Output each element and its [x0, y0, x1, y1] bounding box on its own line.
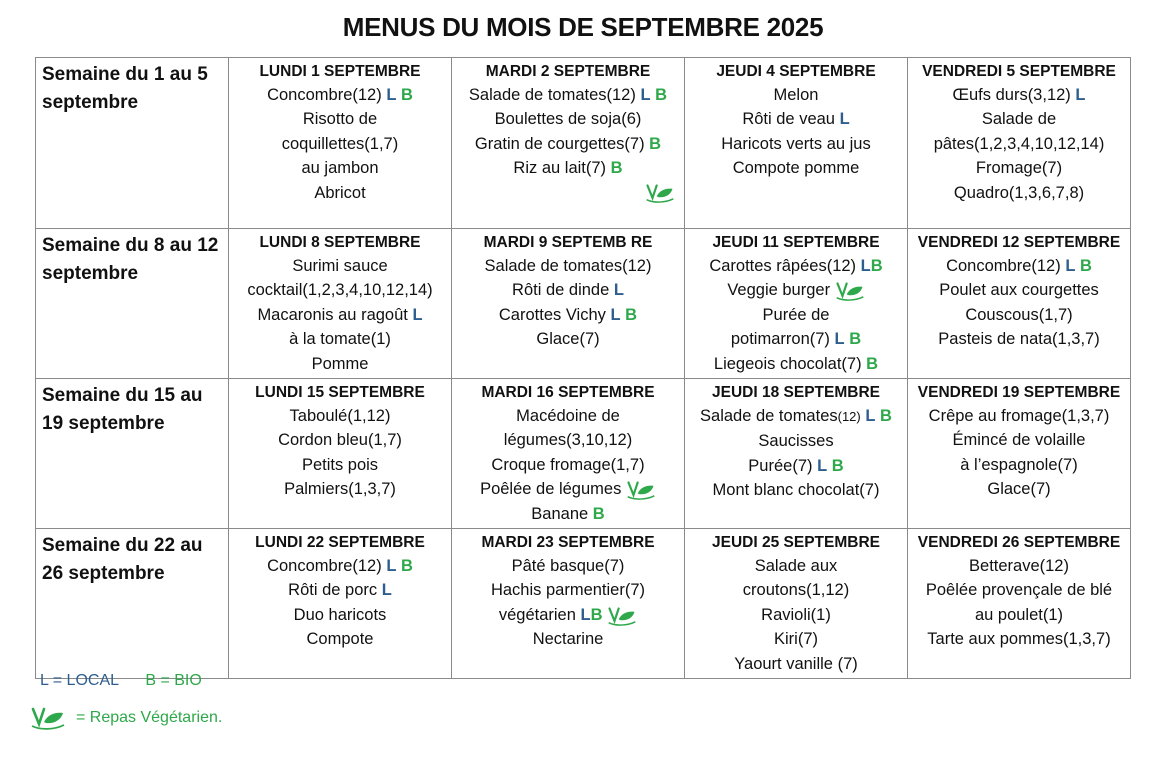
menu-item-text: Salade de tomates — [700, 407, 838, 426]
legend-veg-label: = Repas Végétarien. — [76, 709, 223, 727]
menu-item-text: Compote — [306, 630, 374, 649]
menu-item — [455, 404, 681, 428]
menu-item — [688, 603, 904, 627]
vegetarian-marker — [455, 181, 681, 203]
menu-item — [688, 254, 904, 278]
week-row — [36, 379, 1131, 529]
menu-item — [688, 429, 904, 453]
menu-item-text: Betterave(12) — [969, 557, 1069, 576]
day-header: MARDI 16 SEPTEMBRE — [481, 384, 655, 402]
local-tag: L — [381, 581, 392, 600]
local-tag: L — [1075, 86, 1086, 104]
menu-item — [911, 453, 1127, 477]
menu-item — [911, 83, 1127, 107]
menu-item — [688, 578, 904, 602]
menu-item — [688, 478, 904, 502]
menu-item — [911, 254, 1127, 278]
day-cell — [908, 529, 1131, 679]
menu-item — [911, 477, 1127, 501]
day-cell — [685, 229, 908, 379]
menu-item-text: Tarte aux pommes(1,3,7) — [927, 630, 1111, 649]
bio-tag: B — [592, 504, 605, 523]
menu-item — [455, 453, 681, 477]
menu-item-text: Glace(7) — [987, 480, 1051, 499]
menu-item-text: Émincé de volaille — [952, 431, 1086, 450]
menu-item-text: Liegeois chocolat(7) — [713, 354, 862, 373]
day-cell — [229, 379, 452, 529]
menu-item — [455, 477, 681, 501]
bio-tag: B — [610, 159, 623, 178]
legend-tags — [40, 672, 202, 690]
day-cell — [908, 58, 1131, 229]
menu-item-text: Purée de — [762, 305, 830, 324]
menu-item-text: Carottes râpées(12) — [709, 257, 857, 275]
menu-item-text: Petits pois — [301, 455, 379, 474]
menu-item-text: Haricots verts au jus — [721, 134, 871, 153]
page-title: MENUS DU MOIS DE SEPTEMBRE 2025 — [342, 12, 824, 42]
week-row — [36, 58, 1131, 229]
menu-item-text: Fromage(7) — [975, 159, 1063, 178]
day-header: VENDREDI 5 SEPTEMBRE — [922, 63, 1116, 80]
bio-tag: B — [625, 305, 638, 324]
menu-item — [232, 578, 448, 602]
menu-item-text: croutons(1,12) — [742, 581, 850, 600]
menu-item — [232, 83, 448, 107]
menu-item — [232, 278, 448, 302]
menu-item-text: Pâté basque(7) — [511, 557, 625, 576]
menu-item — [455, 502, 681, 526]
menu-item — [232, 603, 448, 627]
menu-item-text: Concombre(12) — [267, 86, 382, 104]
menu-item — [911, 132, 1127, 156]
day-cell — [229, 229, 452, 379]
local-tag: L — [839, 110, 850, 129]
menu-item-text: Risotto de — [302, 110, 378, 129]
menu-item — [232, 156, 448, 180]
bio-tag: B — [401, 557, 413, 576]
menu-item — [232, 352, 448, 376]
local-tag: L — [834, 330, 845, 349]
day-header: JEUDI 11 SEPTEMBRE — [712, 234, 880, 251]
day-header: LUNDI 1 SEPTEMBRE — [259, 63, 421, 80]
week-label: Semaine du 15 au 19 septembre — [36, 379, 229, 529]
menu-item — [455, 156, 681, 180]
menu-item-text: Concombre(12) — [267, 557, 382, 576]
menu-item-text: potimarron(7) — [730, 330, 830, 349]
menu-item-text: Boulettes de soja(6) — [494, 110, 642, 129]
menu-item — [911, 278, 1127, 302]
menu-item — [232, 132, 448, 156]
menu-item-text: Nectarine — [532, 630, 604, 649]
menu-item — [688, 107, 904, 131]
day-header: VENDREDI 12 SEPTEMBRE — [917, 234, 1121, 251]
menu-item-text: Poulet aux courgettes — [939, 281, 1099, 300]
local-tag: L — [580, 605, 591, 624]
local-tag: L — [1065, 257, 1076, 275]
menu-item — [455, 327, 681, 351]
menu-item — [455, 627, 681, 651]
local-tag: L — [386, 86, 397, 104]
menu-item — [911, 627, 1127, 651]
menu-item — [232, 327, 448, 351]
menu-item — [232, 554, 448, 578]
menu-item — [688, 352, 904, 376]
leaf-icon — [30, 706, 66, 730]
menu-item-text: Yaourt vanille (7) — [734, 654, 858, 673]
menu-item-text: Taboulé(1,12) — [289, 407, 391, 426]
day-cell — [452, 529, 685, 679]
menu-item — [911, 327, 1127, 351]
day-header: JEUDI 25 SEPTEMBRE — [712, 534, 880, 552]
day-cell — [685, 58, 908, 229]
allergen-code: (12) — [837, 409, 861, 425]
menu-item-text: Rôti de veau — [742, 110, 835, 129]
menu-item-text: cocktail(1,2,3,4,10,12,14) — [247, 281, 433, 300]
menu-item — [688, 278, 904, 302]
day-cell — [229, 529, 452, 679]
day-cell — [908, 379, 1131, 529]
legend-local: L = LOCAL — [40, 672, 119, 689]
local-tag: L — [817, 456, 828, 475]
menu-item-text: Salade aux — [754, 557, 838, 576]
week-label: Semaine du 8 au 12 septembre — [36, 229, 229, 379]
menu-item-text: Surimi sauce — [292, 257, 388, 275]
local-tag: L — [613, 281, 624, 300]
menu-item — [688, 303, 904, 327]
day-header: LUNDI 8 SEPTEMBRE — [259, 234, 421, 251]
local-tag: L — [865, 407, 876, 426]
menu-item-text: Duo haricots — [293, 605, 387, 624]
menu-item-text: Pasteis de nata(1,3,7) — [938, 330, 1100, 349]
bio-tag: B — [1080, 257, 1092, 275]
menu-item-text: Rôti de dinde — [512, 281, 610, 300]
menu-item — [232, 627, 448, 651]
bio-tag: B — [870, 257, 883, 275]
bio-tag: B — [649, 134, 662, 153]
legend-bio: B = BIO — [145, 672, 202, 689]
leaf-icon — [607, 606, 637, 626]
menu-item — [688, 404, 904, 429]
menu-item — [232, 404, 448, 428]
menu-item-text: coquillettes(1,7) — [281, 134, 399, 153]
menu-item — [455, 83, 681, 107]
local-tag: L — [386, 557, 397, 576]
menu-item — [911, 578, 1127, 602]
menu-item-text: à la tomate(1) — [289, 330, 391, 349]
menu-item-text: Melon — [773, 86, 819, 104]
menu-item-text: Macédoine de — [516, 407, 620, 426]
menu-item — [688, 156, 904, 180]
menu-item — [455, 254, 681, 278]
menu-item-text: Poêlée de légumes — [480, 480, 622, 499]
menu-item — [911, 603, 1127, 627]
menu-item-text: Poêlée provençale de blé — [925, 581, 1113, 600]
local-tag: L — [610, 305, 621, 324]
menu-item-text: Abricot — [314, 183, 366, 202]
bio-tag: B — [831, 456, 844, 475]
bio-tag: B — [849, 330, 862, 349]
menu-item — [911, 156, 1127, 180]
day-cell — [685, 529, 908, 679]
menu-item-text: Salade de tomates(12) — [468, 86, 636, 104]
menu-item — [688, 132, 904, 156]
menu-item-text: Macaronis au ragoût — [257, 305, 408, 324]
menu-item-text: Saucisses — [758, 432, 834, 451]
menu-item-text: Croque fromage(1,7) — [491, 455, 645, 474]
menu-item-text: Kiri(7) — [774, 630, 818, 649]
menu-item-text: Concombre(12) — [946, 257, 1061, 275]
menu-item-text: pâtes(1,2,3,4,10,12,14) — [933, 134, 1105, 153]
menu-item — [232, 428, 448, 452]
menu-item-text: Ravioli(1) — [761, 605, 831, 624]
day-header: JEUDI 18 SEPTEMBRE — [712, 384, 880, 402]
bio-tag: B — [866, 354, 879, 373]
week-label: Semaine du 1 au 5 septembre — [36, 58, 229, 229]
menu-item-text: Veggie burger — [727, 281, 831, 300]
menu-item-text: Œufs durs(3,12) — [952, 86, 1071, 104]
day-header: MARDI 9 SEPTEMB RE — [483, 234, 653, 251]
week-label: Semaine du 22 au 26 septembre — [36, 529, 229, 679]
menu-item — [232, 107, 448, 131]
menu-item — [911, 181, 1127, 205]
menu-item — [232, 254, 448, 278]
menu-item-text: Carottes Vichy — [498, 305, 606, 324]
day-cell — [452, 58, 685, 229]
menu-item — [911, 404, 1127, 428]
menu-item — [455, 603, 681, 627]
menu-item-text: Couscous(1,7) — [965, 305, 1073, 324]
day-header: MARDI 2 SEPTEMBRE — [485, 63, 651, 80]
menu-item — [911, 107, 1127, 131]
menu-item-text: Purée(7) — [748, 456, 813, 475]
menu-item — [688, 652, 904, 676]
menu-item — [455, 107, 681, 131]
menu-item — [232, 181, 448, 205]
menu-item-text: Crêpe au fromage(1,3,7) — [928, 407, 1110, 426]
menu-item — [688, 554, 904, 578]
menu-item-text: Compote pomme — [732, 159, 860, 178]
menu-item-text: Salade de — [981, 110, 1057, 129]
day-header: LUNDI 15 SEPTEMBRE — [255, 384, 425, 402]
bio-tag: B — [655, 86, 668, 104]
menu-item — [232, 453, 448, 477]
menu-item — [455, 554, 681, 578]
menu-item-text: au poulet(1) — [974, 605, 1064, 624]
leaf-icon — [835, 281, 865, 301]
menu-item — [688, 627, 904, 651]
week-row — [36, 529, 1131, 679]
menu-item-text: Rôti de porc — [288, 581, 378, 600]
menu-item-text: Pomme — [311, 354, 369, 373]
menu-item-text: au jambon — [301, 159, 379, 178]
day-header: JEUDI 4 SEPTEMBRE — [716, 63, 876, 80]
local-tag: L — [860, 257, 871, 275]
day-cell — [452, 229, 685, 379]
menu-item-text: Salade de tomates(12) — [484, 257, 652, 275]
menu-item-text: Glace(7) — [536, 330, 600, 349]
menu-item — [455, 132, 681, 156]
menu-item — [232, 303, 448, 327]
menu-item — [911, 428, 1127, 452]
menu-item — [455, 278, 681, 302]
menu-item — [455, 303, 681, 327]
local-tag: L — [640, 86, 651, 104]
menu-item-text: Banane — [531, 504, 589, 523]
bio-tag: B — [401, 86, 413, 104]
menu-item-text: Quadro(1,3,6,7,8) — [953, 183, 1085, 202]
menu-item — [455, 578, 681, 602]
day-cell — [229, 58, 452, 229]
menu-item-text: Hachis parmentier(7) — [490, 581, 646, 600]
menu-item — [455, 428, 681, 452]
menu-item-text: légumes(3,10,12) — [503, 431, 633, 450]
day-cell — [685, 379, 908, 529]
menu-item — [232, 477, 448, 501]
local-tag: L — [412, 305, 423, 324]
menu-item — [688, 454, 904, 478]
menu-item — [911, 303, 1127, 327]
menu-item-text: Cordon bleu(1,7) — [278, 431, 402, 450]
menu-item — [688, 327, 904, 351]
day-header: LUNDI 22 SEPTEMBRE — [255, 534, 425, 552]
day-header: MARDI 23 SEPTEMBRE — [481, 534, 655, 552]
bio-tag: B — [880, 407, 892, 426]
bio-tag: B — [590, 605, 603, 624]
leaf-icon — [626, 480, 656, 500]
menu-item-text: Mont blanc chocolat(7) — [712, 481, 880, 500]
leaf-icon — [645, 183, 675, 203]
day-cell — [908, 229, 1131, 379]
menu-item-text: végétarien — [498, 605, 576, 624]
menu-item — [911, 554, 1127, 578]
day-cell — [452, 379, 685, 529]
day-header: VENDREDI 26 SEPTEMBRE — [917, 534, 1121, 552]
day-header: VENDREDI 19 SEPTEMBRE — [917, 384, 1121, 402]
menu-table — [35, 57, 1131, 679]
menu-item-text: Palmiers(1,3,7) — [284, 480, 396, 499]
menu-item-text: Gratin de courgettes(7) — [474, 134, 645, 153]
week-row — [36, 229, 1131, 379]
legend-veg — [30, 706, 222, 730]
menu-item-text: Riz au lait(7) — [513, 159, 607, 178]
menu-item — [688, 83, 904, 107]
menu-item-text: à l’espagnole(7) — [960, 455, 1078, 474]
